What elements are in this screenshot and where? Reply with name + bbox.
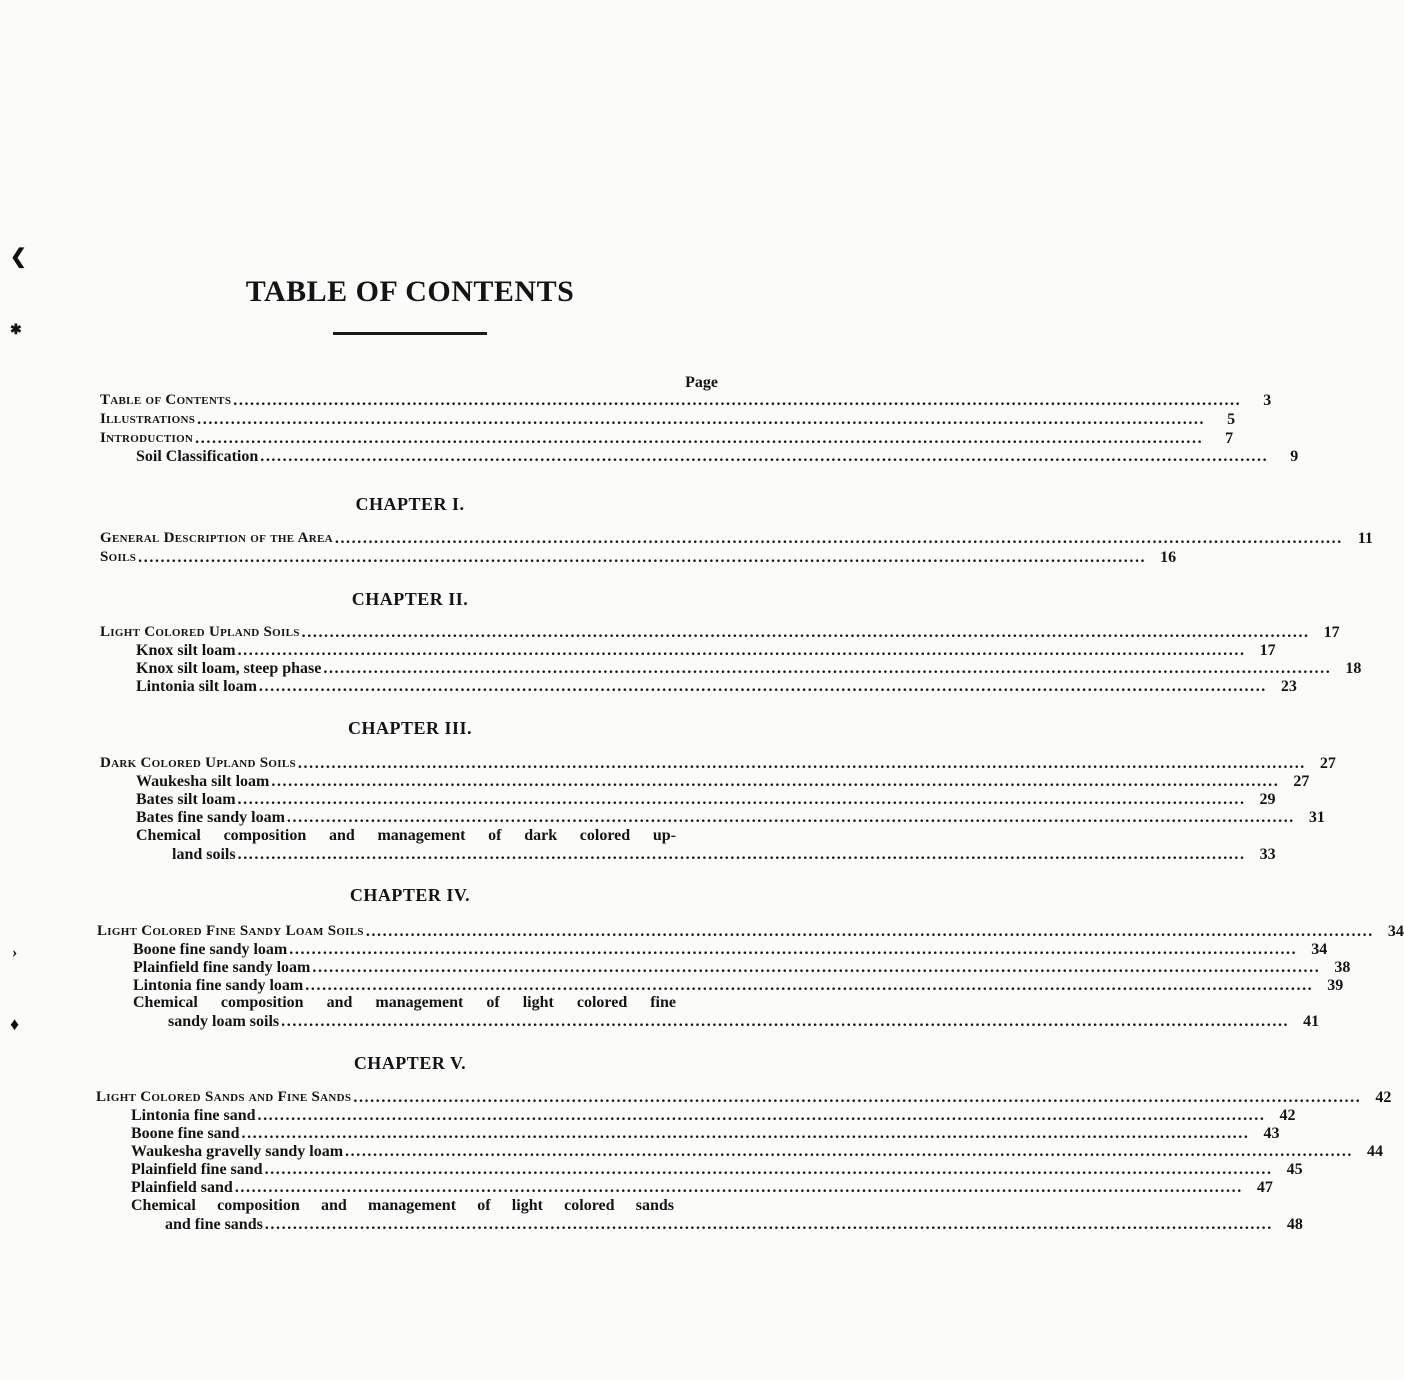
toc-entry-page: 41: [1303, 1013, 1320, 1030]
leader-dots: ....................................................................................................................................................................................: [237, 846, 1246, 863]
title-rule: [333, 332, 487, 335]
toc-entry-page: 29: [1259, 791, 1276, 808]
toc-entry-page: 17: [1259, 642, 1276, 659]
leader-dots: ....................................................................................................................................................................................: [195, 430, 1204, 447]
toc-entry-page: 34: [1387, 923, 1404, 940]
leader-dots: ....................................................................................................................................................................................: [271, 773, 1280, 790]
toc-entry-page: 31: [1308, 809, 1325, 826]
toc-entry-page: 5: [1227, 411, 1236, 428]
toc-entry-label: Soils: [100, 549, 137, 565]
toc-entry-label: Table of Contents: [100, 392, 232, 408]
toc-entry-label: Dark Colored Upland Soils: [100, 755, 296, 771]
toc-entry-label: Waukesha gravelly sandy loam: [131, 1143, 344, 1160]
leader-dots: ....................................................................................................................................................................................: [264, 1161, 1273, 1178]
toc-entry-page: 39: [1327, 977, 1344, 994]
leader-dots: ....................................................................................................................................................................................: [264, 1216, 1273, 1233]
chapter-heading: CHAPTER III.: [347, 718, 473, 738]
toc-entry: [131, 1178, 1273, 1197]
toc-entry-page: 42: [1375, 1089, 1392, 1106]
toc-entry: [136, 659, 1362, 678]
toc-entry-label: Introduction: [100, 430, 194, 446]
leader-dots: ....................................................................................................................................................................................: [237, 791, 1246, 808]
toc-entry-page: 7: [1225, 430, 1234, 447]
toc-entry: [100, 391, 1272, 410]
toc-entry: [136, 790, 1276, 809]
leader-dots: ....................................................................................................................................................................................: [353, 1089, 1362, 1106]
toc-entry-label: General Description of the Area: [100, 530, 333, 546]
toc-entry: [133, 958, 1351, 977]
page-column-header: Page: [685, 374, 718, 391]
toc-entry-label: sandy loam soils: [168, 1013, 280, 1030]
toc-entry-page: 23: [1280, 678, 1297, 695]
scan-speck: ❮: [10, 246, 27, 268]
toc-entry-page: 16: [1160, 549, 1177, 566]
toc-entry-page: 9: [1290, 448, 1299, 465]
leader-dots: ....................................................................................................................................................................................: [233, 392, 1242, 409]
toc-entry-page: 44: [1367, 1143, 1384, 1160]
toc-entry-label: Waukesha silt loam: [136, 773, 270, 790]
toc-entry-page: 38: [1334, 959, 1351, 976]
leader-dots: ....................................................................................................................................................................................: [234, 1179, 1243, 1196]
toc-entry-label-line1: Chemical composition and management of dark colored up-: [136, 827, 676, 844]
toc-entry-page: 18: [1345, 660, 1362, 677]
toc-entry-label: Plainfield fine sandy loam: [133, 959, 311, 976]
scan-speck: ✱: [10, 323, 22, 338]
leader-dots: ....................................................................................................................................................................................: [257, 1107, 1266, 1124]
toc-entry-page: 27: [1319, 755, 1336, 772]
leader-dots: ....................................................................................................................................................................................: [297, 755, 1306, 772]
toc-entry-label: Boone fine sandy loam: [133, 941, 288, 958]
page-title: TABLE OF CONTENTS: [245, 275, 575, 309]
toc-entry-label: Knox silt loam: [136, 642, 236, 659]
toc-entry-page: 11: [1357, 530, 1373, 547]
toc-entry-page: 47: [1256, 1179, 1273, 1196]
scan-speck: ›: [12, 944, 18, 961]
leader-dots: ....................................................................................................................................................................................: [260, 448, 1269, 465]
toc-entry: [100, 529, 1373, 548]
toc-entry: [133, 940, 1328, 959]
toc-entry-label: Bates fine sandy loam: [136, 809, 285, 826]
toc-entry-label: Bates silt loam: [136, 791, 236, 808]
toc-entry: [136, 677, 1297, 696]
toc-entry-label: Knox silt loam, steep phase: [136, 660, 322, 677]
leader-dots: ....................................................................................................................................................................................: [241, 1125, 1250, 1142]
leader-dots: ....................................................................................................................................................................................: [301, 624, 1310, 641]
toc-entry-label: Lintonia fine sandy loam: [133, 977, 304, 994]
leader-dots: ....................................................................................................................................................................................: [237, 642, 1246, 659]
toc-entry: [131, 1124, 1280, 1143]
leader-dots: ....................................................................................................................................................................................: [323, 660, 1332, 677]
toc-entry-label: Soil Classification: [136, 448, 259, 465]
toc-entry: [96, 1088, 1392, 1107]
chapter-heading: CHAPTER I.: [355, 494, 465, 514]
toc-entry: [131, 1160, 1303, 1179]
toc-entry-label: Lintonia silt loam: [136, 678, 257, 695]
toc-entry-label-line1: Chemical composition and management of light colored fine: [133, 994, 676, 1011]
toc-entry-page: 27: [1293, 773, 1310, 790]
toc-entry-page: 42: [1279, 1107, 1296, 1124]
leader-dots: ....................................................................................................................................................................................: [312, 959, 1321, 976]
toc-entry: [165, 1215, 1303, 1234]
toc-entry-label: Boone fine sand: [131, 1125, 240, 1142]
toc-entry-label: Light Colored Sands and Fine Sands: [96, 1089, 352, 1105]
chapter-heading: CHAPTER V.: [353, 1053, 467, 1073]
toc-entry-page: 17: [1323, 624, 1340, 641]
toc-entry: [172, 845, 1276, 864]
toc-entry-label: Lintonia fine sand: [131, 1107, 256, 1124]
toc-entry: [100, 623, 1340, 642]
toc-entry-label: Plainfield sand: [131, 1179, 233, 1196]
toc-entry-page: 3: [1263, 392, 1272, 409]
toc-entry: [131, 1106, 1296, 1125]
toc-entry: [136, 772, 1310, 791]
toc-entry-label: land soils: [172, 846, 236, 863]
toc-entry: [100, 410, 1236, 429]
toc-entry-page: 48: [1286, 1216, 1303, 1233]
toc-entry-page: 33: [1259, 846, 1276, 863]
toc-entry-label: Illustrations: [100, 411, 196, 427]
leader-dots: ....................................................................................................................................................................................: [138, 549, 1147, 566]
chapter-heading: CHAPTER IV.: [349, 885, 471, 905]
toc-entry-label-line1: Chemical composition and management of light colored sands: [131, 1197, 674, 1214]
toc-entry-label: Plainfield fine sand: [131, 1161, 263, 1178]
leader-dots: ....................................................................................................................................................................................: [334, 530, 1343, 547]
leader-dots: ....................................................................................................................................................................................: [197, 411, 1206, 428]
toc-entry-page: 43: [1263, 1125, 1280, 1142]
toc-entry: [97, 922, 1404, 941]
leader-dots: ....................................................................................................................................................................................: [286, 809, 1295, 826]
toc-entry: [131, 1142, 1384, 1161]
leader-dots: ....................................................................................................................................................................................: [281, 1013, 1290, 1030]
toc-entry: [136, 808, 1325, 827]
toc-entry: [168, 1012, 1320, 1031]
toc-entry-page: 45: [1286, 1161, 1303, 1178]
toc-entry: [100, 429, 1234, 448]
chapter-heading: CHAPTER II.: [351, 589, 469, 609]
toc-entry: [100, 548, 1177, 567]
leader-dots: ....................................................................................................................................................................................: [258, 678, 1267, 695]
scan-speck: ♦: [10, 1014, 20, 1034]
leader-dots: ....................................................................................................................................................................................: [305, 977, 1314, 994]
toc-entry: [136, 641, 1276, 660]
toc-entry-page: 34: [1311, 941, 1328, 958]
toc-entry-label: and fine sands: [165, 1216, 263, 1233]
toc-entry-label: Light Colored Fine Sandy Loam Soils: [97, 923, 364, 939]
toc-entry: [100, 754, 1336, 773]
leader-dots: ....................................................................................................................................................................................: [345, 1143, 1354, 1160]
leader-dots: ....................................................................................................................................................................................: [365, 923, 1374, 940]
leader-dots: ....................................................................................................................................................................................: [289, 941, 1298, 958]
toc-entry: [136, 447, 1299, 466]
toc-entry-label: Light Colored Upland Soils: [100, 624, 300, 640]
